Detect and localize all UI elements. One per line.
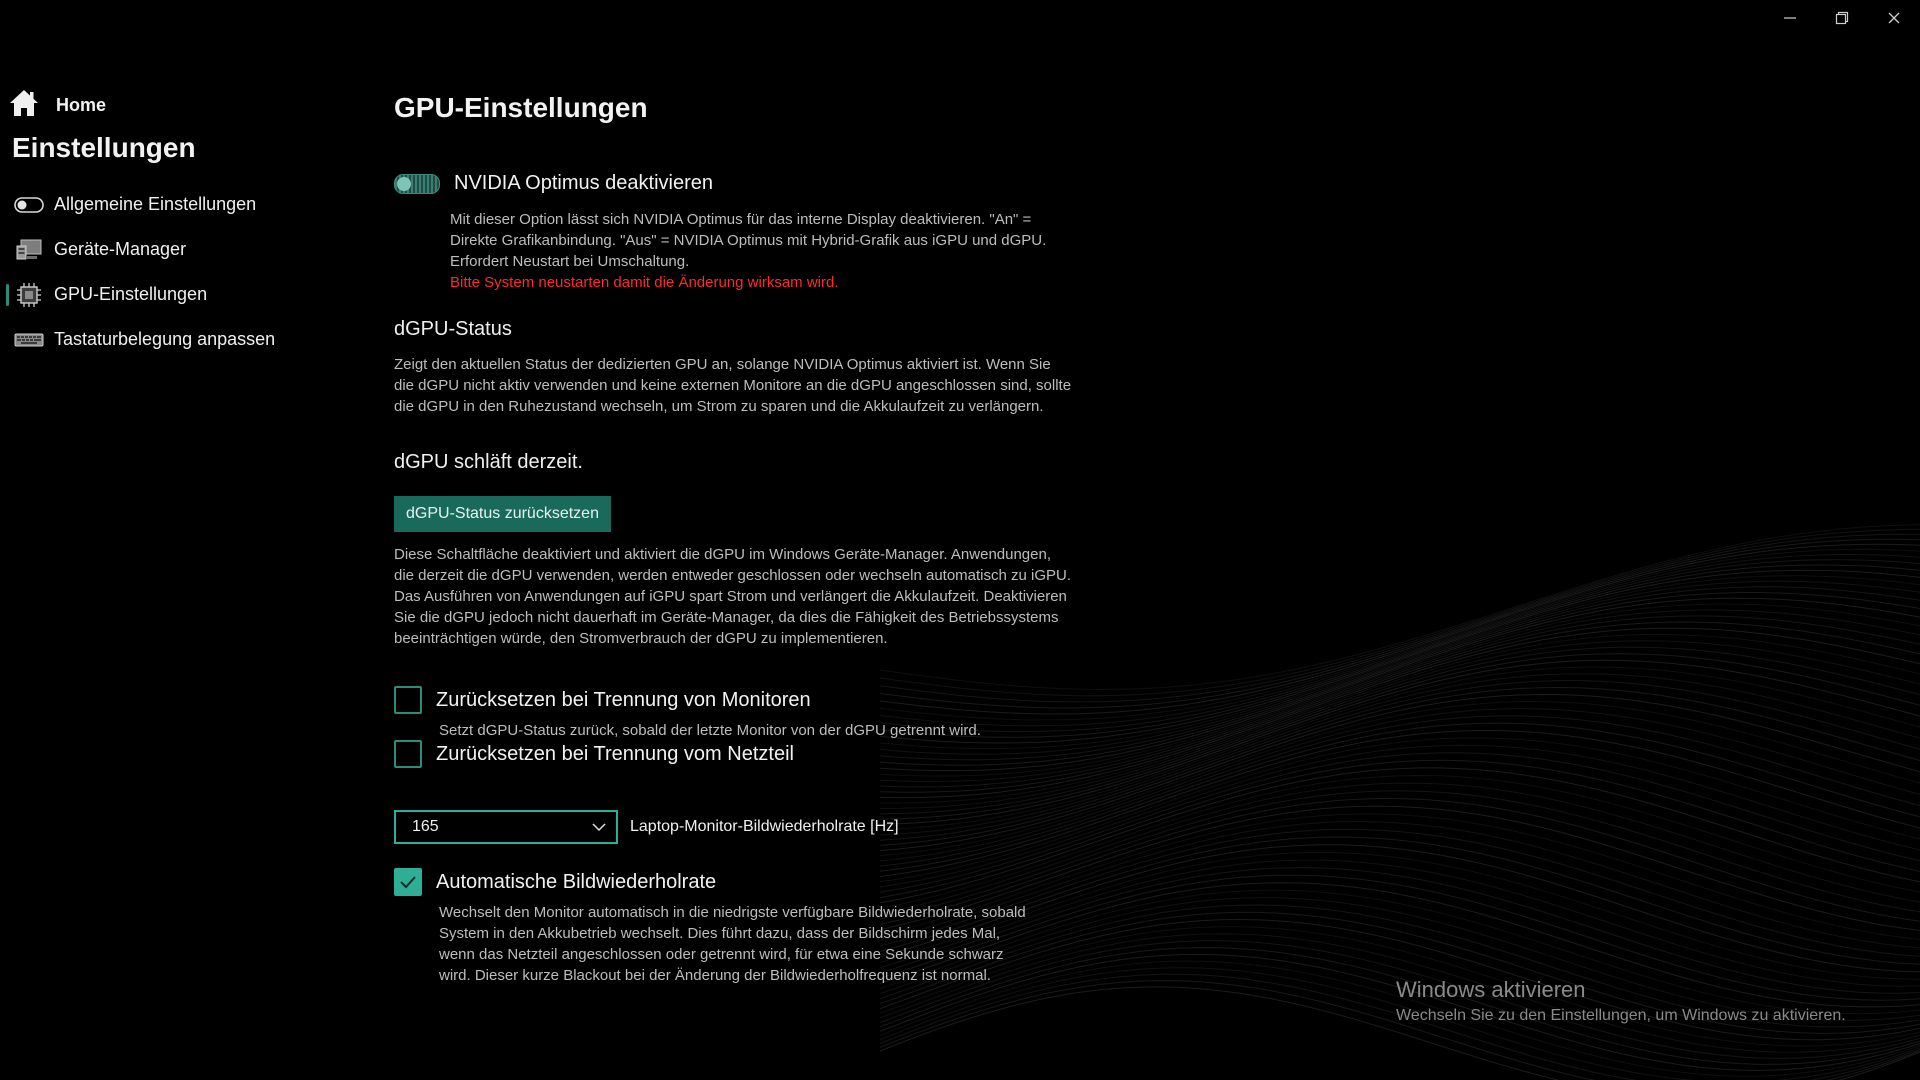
restore-button[interactable] — [1816, 0, 1868, 36]
wave-line — [880, 681, 1920, 841]
reset-on-monitor-label: Zurücksetzen bei Trennung von Monitoren — [436, 688, 811, 711]
reset-on-monitor-description: Setzt dGPU-Status zurück, sobald der letzte Monitor von der dGPU getrennt wird. — [439, 722, 981, 739]
keyboard-icon — [14, 328, 44, 352]
main-content — [394, 88, 1074, 984]
sidebar-item-label: Geräte-Manager — [54, 239, 187, 259]
wave-line — [880, 702, 1920, 856]
sidebar-item-label: Allgemeine Einstellungen — [54, 194, 257, 214]
gpu-chip-icon — [14, 283, 44, 307]
window-controls — [1764, 0, 1920, 36]
auto-refresh-row — [394, 868, 716, 896]
refresh-rate-select[interactable] — [394, 810, 618, 844]
home-icon — [8, 88, 40, 123]
reset-on-monitor-checkbox[interactable] — [394, 686, 422, 714]
wave-line — [880, 660, 1920, 824]
reset-on-power-label: Zurücksetzen bei Trennung vom Netzteil — [436, 742, 794, 765]
wave-line — [880, 716, 1920, 866]
optimus-description: Mit dieser Option lässt sich NVIDIA Optimus für das interne Display deaktivieren. "An" = Direkte Grafikanbindung. "Aus" = NVIDIA Optimus mit Hybrid-Grafik aus iGPU und dGPU. Erfordert Neustart bei Umschaltung. — [450, 211, 1047, 270]
optimus-description-block — [450, 209, 1070, 293]
toggle-knob — [397, 177, 411, 191]
sidebar-item-label: Tastaturbelegung anpassen — [54, 329, 276, 349]
sidebar-item-gpu-einstellungen[interactable] — [0, 272, 340, 317]
device-manager-icon — [14, 238, 44, 262]
refresh-rate-label: Laptop-Monitor-Bildwiederholrate [Hz] — [630, 818, 899, 835]
wave-line — [880, 647, 1920, 814]
chevron-down-icon — [592, 822, 606, 832]
wave-line — [880, 731, 1920, 877]
sidebar-nav — [0, 182, 340, 362]
wave-line — [880, 674, 1920, 835]
auto-refresh-description: Wechselt den Monitor automatisch in die niedrigste verfügbare Bildwiederholrate, sobald System in den Akkubetrieb wechselt. Dies führt dazu, dass der Bildschirm jedes Mal, wenn das Netzteil angeschlossen oder getrennt wird, für etwa eine Sekunde schwarz wird. Dieser kurze Blackout bei der Änderung der Bildwiederholfrequenz ist normal. — [439, 904, 1026, 984]
dgpu-status-heading: dGPU-Status — [394, 318, 512, 340]
wave-line — [880, 791, 1920, 919]
sidebar-item-label: GPU-Einstellungen — [54, 284, 208, 304]
section-title: Einstellungen — [12, 132, 196, 163]
wave-line — [880, 760, 1920, 897]
sidebar-item-geraete-manager[interactable] — [0, 227, 340, 272]
auto-refresh-label: Automatische Bildwiederholrate — [436, 870, 717, 893]
wave-line — [880, 776, 1920, 909]
wave-line — [880, 695, 1920, 851]
reset-dgpu-button[interactable]: dGPU-Status zurücksetzen — [394, 496, 611, 532]
wave-line — [880, 667, 1920, 830]
wave-line — [880, 709, 1920, 861]
restore-icon — [1835, 11, 1849, 25]
restart-warning: Bitte System neustarten damit die Änderung wirksam wird. — [450, 274, 839, 291]
wave-line — [880, 745, 1920, 887]
page-title: GPU-Einstellungen — [394, 92, 648, 123]
watermark-subtitle: Wechseln Sie zu den Einstellungen, um Windows zu aktivieren. — [1396, 1007, 1846, 1024]
minimize-icon — [1783, 11, 1797, 25]
minimize-button[interactable] — [1764, 0, 1816, 36]
wave-line — [880, 628, 1920, 797]
optimus-label: NVIDIA Optimus deaktivieren — [454, 172, 713, 194]
sidebar-item-tastaturbelegung[interactable] — [0, 317, 340, 362]
reset-on-power-checkbox[interactable] — [394, 740, 422, 768]
reset-on-monitor-row — [394, 686, 811, 714]
dgpu-status-description: Zeigt den aktuellen Status der dedizierten GPU an, solange NVIDIA Optimus aktiviert ist. Wenn Sie die dGPU nicht aktiv verwenden und keine externen Monitore an die dGPU angeschlossen sind, sollte die dGPU in den Ruhezustand wechseln, um Strom zu sparen und die Akkulaufzeit zu verlängern. — [394, 356, 1072, 415]
close-icon — [1887, 11, 1901, 25]
watermark-title: Windows aktivieren — [1396, 977, 1586, 1002]
refresh-rate-row — [394, 810, 899, 844]
wave-line — [880, 723, 1920, 871]
wave-line — [880, 768, 1920, 903]
wave-line — [880, 738, 1920, 882]
wave-line — [880, 783, 1920, 913]
auto-refresh-checkbox[interactable] — [394, 868, 422, 896]
wave-line — [880, 634, 1920, 803]
close-button[interactable] — [1868, 0, 1920, 36]
wave-line — [880, 753, 1920, 893]
optimus-toggle-row — [394, 172, 713, 195]
dgpu-status-text: dGPU schläft derzeit. — [394, 451, 583, 473]
home-label: Home — [56, 95, 107, 115]
optimus-toggle[interactable] — [394, 174, 440, 194]
wave-line — [880, 654, 1920, 819]
toggle-icon — [14, 193, 44, 217]
reset-description: Diese Schaltfläche deaktiviert und aktiviert die dGPU im Windows Geräte-Manager. Anwendungen, die derzeit die dGPU verwenden, werden entweder geschlossen oder wechseln automatisch zu iGPU. Das Ausführen von Anwendungen auf iGPU spart Strom und verlängert die Akkulaufzeit. Deaktivieren Sie die dGPU jedoch nicht dauerhaft im Geräte-Manager, da dies die Fähigkeit des Betriebssystems beeinträchtigen würde, den Stromverbrauch der dGPU zu implementieren. — [394, 546, 1072, 647]
checkmark-icon — [399, 875, 417, 889]
refresh-rate-value: 165 — [412, 818, 439, 835]
reset-on-power-row — [394, 740, 794, 768]
wave-line — [880, 641, 1920, 809]
sidebar-item-allgemeine-einstellungen[interactable] — [0, 182, 340, 227]
home-link[interactable] — [8, 88, 106, 123]
wave-line — [880, 688, 1920, 846]
activation-watermark — [1396, 977, 1846, 1025]
